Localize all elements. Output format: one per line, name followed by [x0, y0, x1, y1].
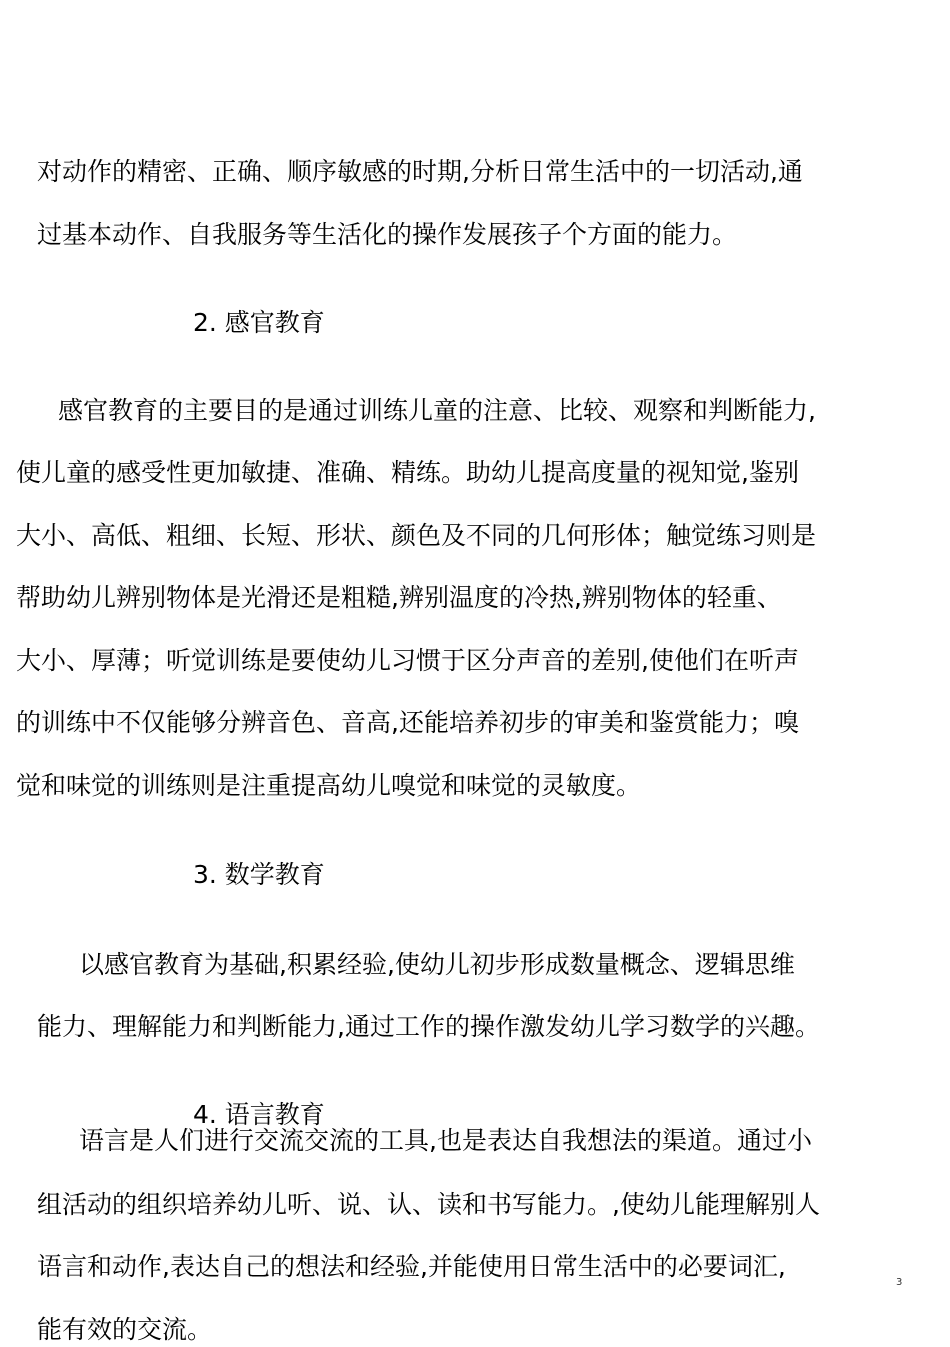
paragraph-line: 对动作的精密、正确、顺序敏感的时期,分析日常生活中的一切活动,通 — [37, 157, 803, 186]
paragraph-line: 语言和动作,表达自己的想法和经验,并能使用日常生活中的必要词汇, — [37, 1252, 786, 1281]
paragraph-line: 能力、理解能力和判断能力,通过工作的操作激发幼儿学习数学的兴趣。 — [37, 1012, 820, 1041]
paragraph-line: 大小、高低、粗细、长短、形状、颜色及不同的几何形体；触觉练习则是 — [16, 521, 817, 550]
paragraph-line: 过基本动作、自我服务等生活化的操作发展孩子个方面的能力。 — [37, 220, 738, 249]
paragraph-line: 语言是人们进行交流交流的工具,也是表达自我想法的渠道。通过小 — [79, 1126, 812, 1155]
paragraph-line: 大小、厚薄；听觉训练是要使幼儿习惯于区分声音的差别,使他们在听声 — [16, 646, 799, 675]
page-number: 3 — [896, 1277, 903, 1288]
paragraph-line: 帮助幼儿辨别物体是光滑还是粗糙,辨别温度的冷热,辨别物体的轻重、 — [16, 583, 782, 612]
paragraph-line: 以感官教育为基础,积累经验,使幼儿初步形成数量概念、逻辑思维 — [79, 950, 795, 979]
paragraph-line: 感官教育的主要目的是通过训练儿童的注意、比较、观察和判断能力, — [58, 396, 816, 425]
paragraph-line: 组活动的组织培养幼儿听、说、认、读和书写能力。,使幼儿能理解别人 — [37, 1190, 820, 1219]
paragraph-line: 使儿童的感受性更加敏捷、准确、精练。助幼儿提高度量的视知觉,鉴别 — [16, 458, 799, 487]
paragraph-line: 的训练中不仅能够分辨音色、音高,还能培养初步的审美和鉴赏能力；嗅 — [16, 708, 799, 737]
section-heading-sensory: 2. 感官教育 — [193, 308, 325, 337]
paragraph-line: 能有效的交流。 — [37, 1315, 213, 1344]
section-heading-math: 3. 数学教育 — [193, 860, 325, 889]
paragraph-line: 觉和味觉的训练则是注重提高幼儿嗅觉和味觉的灵敏度。 — [16, 771, 642, 800]
section-heading-language: 4. 语言教育 — [193, 1100, 325, 1129]
